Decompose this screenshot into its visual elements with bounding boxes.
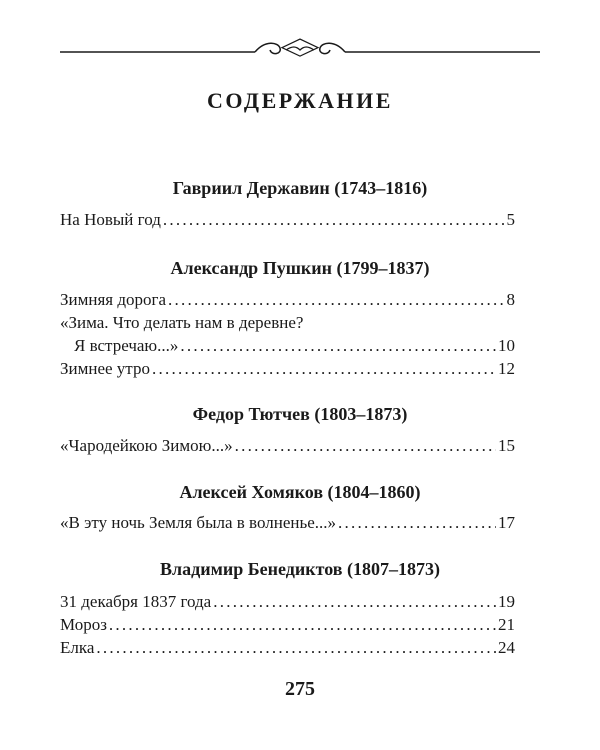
entry-title-line1[interactable]: «Зима. Что делать нам в деревне? [60,313,304,332]
entry-title: На Новый год [60,210,161,229]
author-heading: Александр Пушкин (1799–1837) [170,258,430,278]
dot-leader [96,638,496,658]
author-heading: Алексей Хомяков (1804–1860) [179,482,421,502]
entry-page: 12 [498,359,515,378]
toc-entry[interactable] [60,615,515,639]
entry-page: 19 [498,592,515,611]
entry-title-line2: Я встречаю...» [74,336,179,355]
entry-title: 31 декабря 1837 года [60,592,212,611]
entry-page: 10 [498,336,515,355]
entry-page: 17 [498,513,515,532]
entry-title: Зимняя дорога [60,290,167,309]
toc-entry[interactable] [60,359,515,383]
author-heading: Федор Тютчев (1803–1873) [192,404,408,424]
entry-title: Елка [60,638,95,657]
toc-entry[interactable] [60,638,515,662]
page-number: 275 [285,678,315,700]
entry-page: 15 [498,436,515,455]
toc-entry[interactable] [74,336,515,360]
header-ornament [60,36,540,60]
ornament-divider-icon [60,36,540,60]
dot-leader [180,336,496,356]
author-heading: Владимир Бенедиктов (1807–1873) [160,559,440,579]
toc-entry[interactable] [60,210,515,234]
entry-title: Мороз [60,615,107,634]
toc-entry[interactable] [60,513,515,537]
entry-title: «В эту ночь Земля была в волненье...» [60,513,337,532]
dot-leader [168,290,504,310]
toc-entry[interactable] [60,436,515,460]
entry-page: 21 [498,615,515,634]
toc-entry[interactable] [60,592,515,616]
dot-leader [235,436,496,456]
page-title: СОДЕРЖАНИЕ [207,88,393,113]
dot-leader [338,513,496,533]
toc-entry[interactable] [60,290,515,314]
entry-page: 24 [498,638,515,657]
author-heading: Гавриил Державин (1743–1816) [172,178,428,198]
dot-leader [213,592,496,612]
entry-page: 5 [506,210,515,229]
entry-page: 8 [506,290,515,309]
dot-leader [152,359,496,379]
entry-title: «Чародейкою Зимою...» [60,436,233,455]
entry-title: Зимнее утро [60,359,150,378]
dot-leader [109,615,496,635]
dot-leader [163,210,505,230]
